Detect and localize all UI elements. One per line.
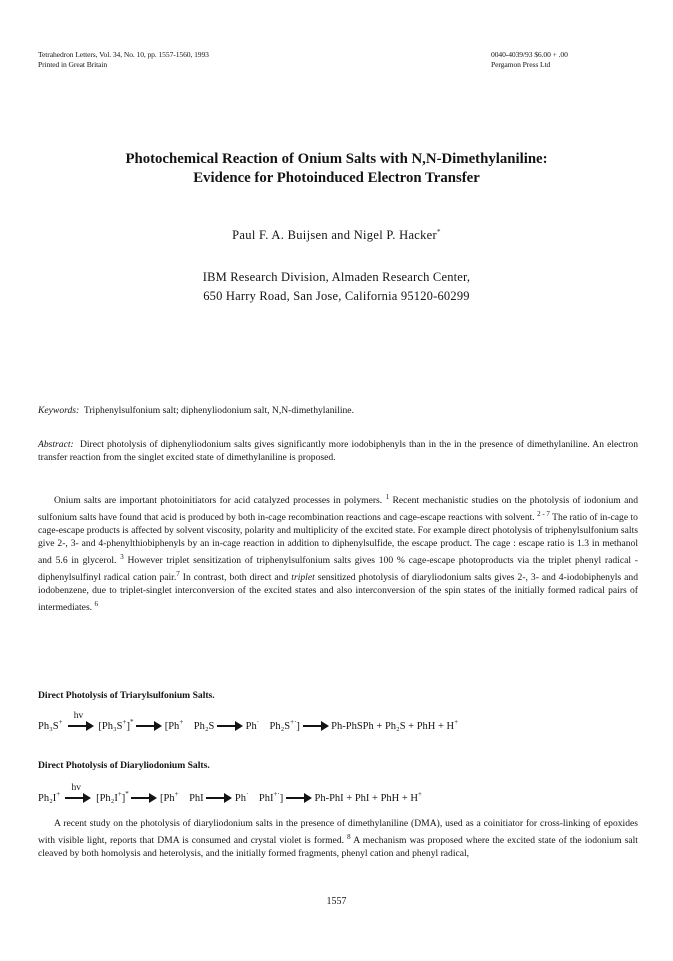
para2-sentence-2: A mechanism was proposed where the excited state of the iodonium salt cleaved by both homolysis and heterolysis, and the initially formed fragments, phenyl cation and phenyl radical, (38, 835, 638, 860)
abstract-label: Abstract: (38, 439, 74, 450)
reference-1: 1 (385, 493, 390, 501)
scheme1-excited-state: [Ph₃S+]* (98, 718, 134, 732)
affiliation (0, 268, 673, 306)
scheme2-products: Ph-PhI + PhI + PhH + H+ (314, 790, 422, 804)
affiliation-line-2: 650 Harry Road, San Jose, California 95120-60299 (203, 289, 470, 303)
para1-sentence-1: Onium salts are important photoinitiators for acid catalyzed processes in polymers. (54, 495, 383, 507)
scheme1-pair-open: [Ph+ (164, 718, 184, 732)
scheme2-pair-open: [Ph+ (160, 790, 179, 804)
publisher-name: Pergamon Press Ltd (491, 60, 551, 69)
reference-2-7: 2 - 7 (537, 510, 550, 519)
abstract-text: Direct photolysis of diphenyliodonium salts gives significantly more iodobiphenyls than in the in the presence of dimethylaniline. An electron transfer reaction from the singlet excited state of dimethylaniline is proposed. (38, 439, 639, 463)
hv-label: hv (73, 710, 84, 721)
reaction-arrow-icon (206, 793, 232, 803)
scheme1-products: Ph-PhSPh + Ph₂S + PhH + H+ (331, 718, 459, 732)
para2-sentence-1: A recent study on the photolysis of diaryliodonium salts in the presence of dimethylaniline (DMA), used as a coinitiator for cross-linking of epoxides with visible light, reports that DMA is consumed and crystal violet is formed. (38, 818, 638, 847)
scheme2-ph-radical: Ph· (234, 790, 249, 804)
section-heading-sulfonium: Direct Photolysis of Triarylsulfonium Salts. (38, 690, 215, 701)
reaction-arrow-icon (131, 793, 157, 803)
section-heading-iodonium: Direct Photolysis of Diaryliodonium Salts. (38, 760, 210, 771)
para1-sentence-5c: sensitized photolysis of diaryliodonium salts gives 2-, 3- and 4-iodobiphenyls and iodobenzene, due to triplet-singlet interconversion of the excited states and also interconversion of the spin states of the initially formed radical pairs of intermediates. (38, 572, 638, 614)
journal-header (38, 50, 209, 70)
scheme1-reactant: Ph₃S+ (38, 718, 63, 732)
keywords-label: Keywords: (38, 405, 80, 416)
scheme1-ph2s: Ph₂S (193, 720, 215, 732)
scheme2-phi-radical-cation: PhI+·] (258, 790, 284, 804)
reaction-arrow-icon (217, 721, 243, 731)
paper-title (0, 150, 673, 188)
reference-7: 7 (176, 570, 180, 579)
reaction-arrow-icon (303, 721, 329, 731)
scheme2-excited-state: [Ph₂I+]* (96, 790, 129, 804)
para1-sentence-3: The ratio of in-cage to cage-escape products is affected by solvent viscosity, polarity and multiplicity of the excited state. For example direct photolysis of triphenylsulfonium salts give 2-, 3- and 4-phenylthiobiphenyls by an in-cage reaction in addition to diphenylsulfide, the escape product. The cage : escape ratio is 1.3 in methanol and 5.6 in glycerol. (38, 512, 638, 567)
para1-sentence-5a: In contrast, both direct and (182, 572, 289, 584)
reaction-arrow-icon (65, 793, 91, 803)
page-number: 1557 (326, 896, 347, 907)
issn-price: 0040-4039/93 $6.00 + .00 (491, 50, 568, 59)
reference-3: 3 (120, 553, 124, 562)
reaction-arrow-icon (136, 721, 162, 731)
author-list (0, 228, 673, 243)
body-paragraph-1 (38, 491, 638, 616)
reaction-arrow-icon (68, 721, 94, 731)
scheme1-ph2s-radical-cation: Ph₂S+·] (269, 718, 300, 732)
corresponding-author-mark: * (437, 228, 441, 236)
reaction-scheme-iodonium (38, 782, 638, 804)
reference-8: 8 (347, 832, 351, 841)
title-line-2: Evidence for Photoinduced Electron Transfer (193, 170, 480, 186)
author-names: Paul F. A. Buijsen and Nigel P. Hacker (232, 228, 437, 243)
para1-sentence-2: Recent mechanistic studies on the photolysis of iodonium and sulfonium salts have found that acid is produced by both in-cage recombination reactions and cage-escape reactions with solvent. (38, 495, 638, 524)
reference-6: 6 (94, 600, 98, 609)
journal-citation: Tetrahedron Letters, Vol. 34, No. 10, pp. 1557-1560, 1993 (38, 50, 209, 59)
keywords (38, 405, 638, 417)
scheme1-hv-arrow (68, 710, 96, 732)
scheme2-phi: PhI (189, 792, 204, 804)
body-paragraph-2 (38, 818, 638, 861)
para1-sentence-4: However triplet sensitization of triphenylsulfonium salts gives 100 % cage-escape photoproducts via the triplet phenyl radical - diphenylsulfinyl radical cation pair. (38, 555, 638, 584)
printed-location: Printed in Great Britain (38, 60, 108, 69)
scheme1-ph-radical: Ph· (245, 718, 260, 732)
scheme2-hv-arrow (65, 782, 93, 804)
abstract (38, 438, 638, 464)
para1-triplet: triplet (291, 572, 315, 584)
publisher-header (491, 50, 631, 70)
keywords-text: Triphenylsulfonium salt; diphenyliodonium salt, N,N-dimethylaniline. (83, 405, 354, 416)
scheme2-reactant: Ph₂I+ (38, 790, 61, 804)
title-line-1: Photochemical Reaction of Onium Salts with N,N-Dimethylaniline: (125, 151, 548, 167)
hv-label: hv (71, 782, 81, 793)
affiliation-line-1: IBM Research Division, Almaden Research Center, (202, 270, 471, 284)
reaction-arrow-icon (286, 793, 312, 803)
reaction-scheme-sulfonium (38, 710, 638, 732)
